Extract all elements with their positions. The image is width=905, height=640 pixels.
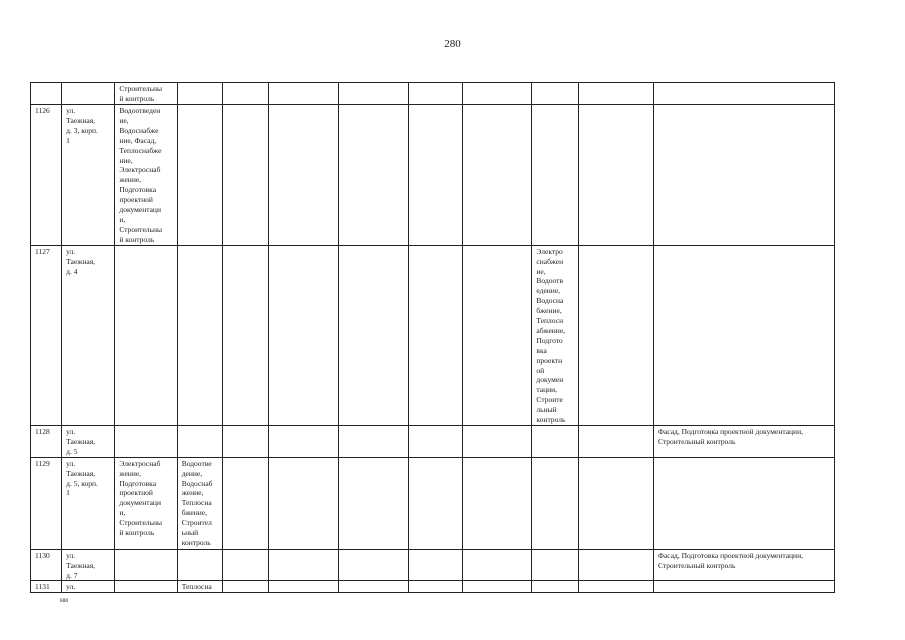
empty-cell [463,426,532,458]
empty-cell [408,245,462,425]
empty-cell [222,549,268,581]
empty-cell [463,245,532,425]
work-types-cell [177,426,222,458]
empty-cell [408,83,462,105]
empty-cell [463,457,532,549]
row-number: 1130 [31,549,62,581]
work-types-cell [177,105,222,246]
work-types-cell [532,426,578,458]
empty-cell [578,83,653,105]
table-row [31,245,835,425]
work-types-cell: Строительны й контроль [115,83,177,105]
work-types-cell: Водоотве дение, Водоснаб жение, Теплосна бжение, Строител ьный контроль [177,457,222,549]
address-cell: ул. Таежная, д. 7 [62,549,115,581]
address-cell: ул. Таежная, д. 4 [62,245,115,425]
empty-cell [578,457,653,549]
empty-cell [578,549,653,581]
work-types-cell: Фасад, Подготовка проектной документации, Строительный контроль [654,426,835,458]
footnote: ни [60,595,69,604]
empty-cell [222,426,268,458]
empty-cell [222,83,268,105]
work-types-cell [654,245,835,425]
row-number: 1127 [31,245,62,425]
table-row [31,105,835,246]
work-types-cell [177,245,222,425]
empty-cell [578,105,653,246]
empty-cell [222,581,268,593]
address-cell [62,83,115,105]
empty-cell [463,581,532,593]
empty-cell [408,549,462,581]
work-types-cell: Электро снабжен ие, Водоотв едение, Водосна бжение, Теплосн абжение, Подгото вка проектн ой докумен тации, Строите льный контроль [532,245,578,425]
work-types-cell [532,549,578,581]
empty-cell [463,105,532,246]
empty-cell [339,105,408,246]
row-number: 1126 [31,105,62,246]
empty-cell [578,581,653,593]
empty-cell [339,83,408,105]
row-number [31,83,62,105]
empty-cell [463,83,532,105]
work-types-cell [177,83,222,105]
address-cell: ул. [62,581,115,593]
work-types-cell: Водоотведен ие, Водоснабже ние, Фасад, Теплоснабже ние, Электроснаб жение, Подготовка проектной документаци и, Строительны й контроль [115,105,177,246]
empty-cell [408,105,462,246]
work-types-cell [115,245,177,425]
address-cell: ул. Таежная, д. 5 [62,426,115,458]
works-table [30,82,835,593]
work-types-cell [532,581,578,593]
work-types-cell [654,457,835,549]
empty-cell [408,426,462,458]
page-number: 280 [444,38,461,50]
empty-cell [269,245,339,425]
work-types-cell: Теплосна [177,581,222,593]
work-types-cell: Электроснаб жение, Подготовка проектной документаци и, Строительны й контроль [115,457,177,549]
table-row [31,457,835,549]
empty-cell [408,457,462,549]
empty-cell [339,245,408,425]
row-number: 1128 [31,426,62,458]
work-types-cell [654,83,835,105]
empty-cell [222,105,268,246]
empty-cell [269,581,339,593]
table-row [31,426,835,458]
empty-cell [578,426,653,458]
work-types-cell: Фасад, Подготовка проектной документации, Строительный контроль [654,549,835,581]
work-types-cell [115,426,177,458]
empty-cell [269,426,339,458]
row-number: 1131 [31,581,62,593]
work-types-cell [532,457,578,549]
table-row [31,83,835,105]
row-number: 1129 [31,457,62,549]
address-cell: ул. Таежная, д. 3, корп. 1 [62,105,115,246]
work-types-cell [654,581,835,593]
work-types-cell [177,549,222,581]
empty-cell [339,457,408,549]
empty-cell [339,581,408,593]
table-row [31,549,835,581]
empty-cell [269,457,339,549]
work-types-cell [115,581,177,593]
empty-cell [339,426,408,458]
empty-cell [222,457,268,549]
empty-cell [269,549,339,581]
empty-cell [269,83,339,105]
empty-cell [408,581,462,593]
work-types-cell [532,83,578,105]
table-row [31,581,835,593]
address-cell: ул. Таежная, д. 5, корп. 1 [62,457,115,549]
work-types-cell [654,105,835,246]
empty-cell [222,245,268,425]
empty-cell [463,549,532,581]
work-types-cell [115,549,177,581]
work-types-cell [532,105,578,246]
empty-cell [339,549,408,581]
empty-cell [269,105,339,246]
empty-cell [578,245,653,425]
